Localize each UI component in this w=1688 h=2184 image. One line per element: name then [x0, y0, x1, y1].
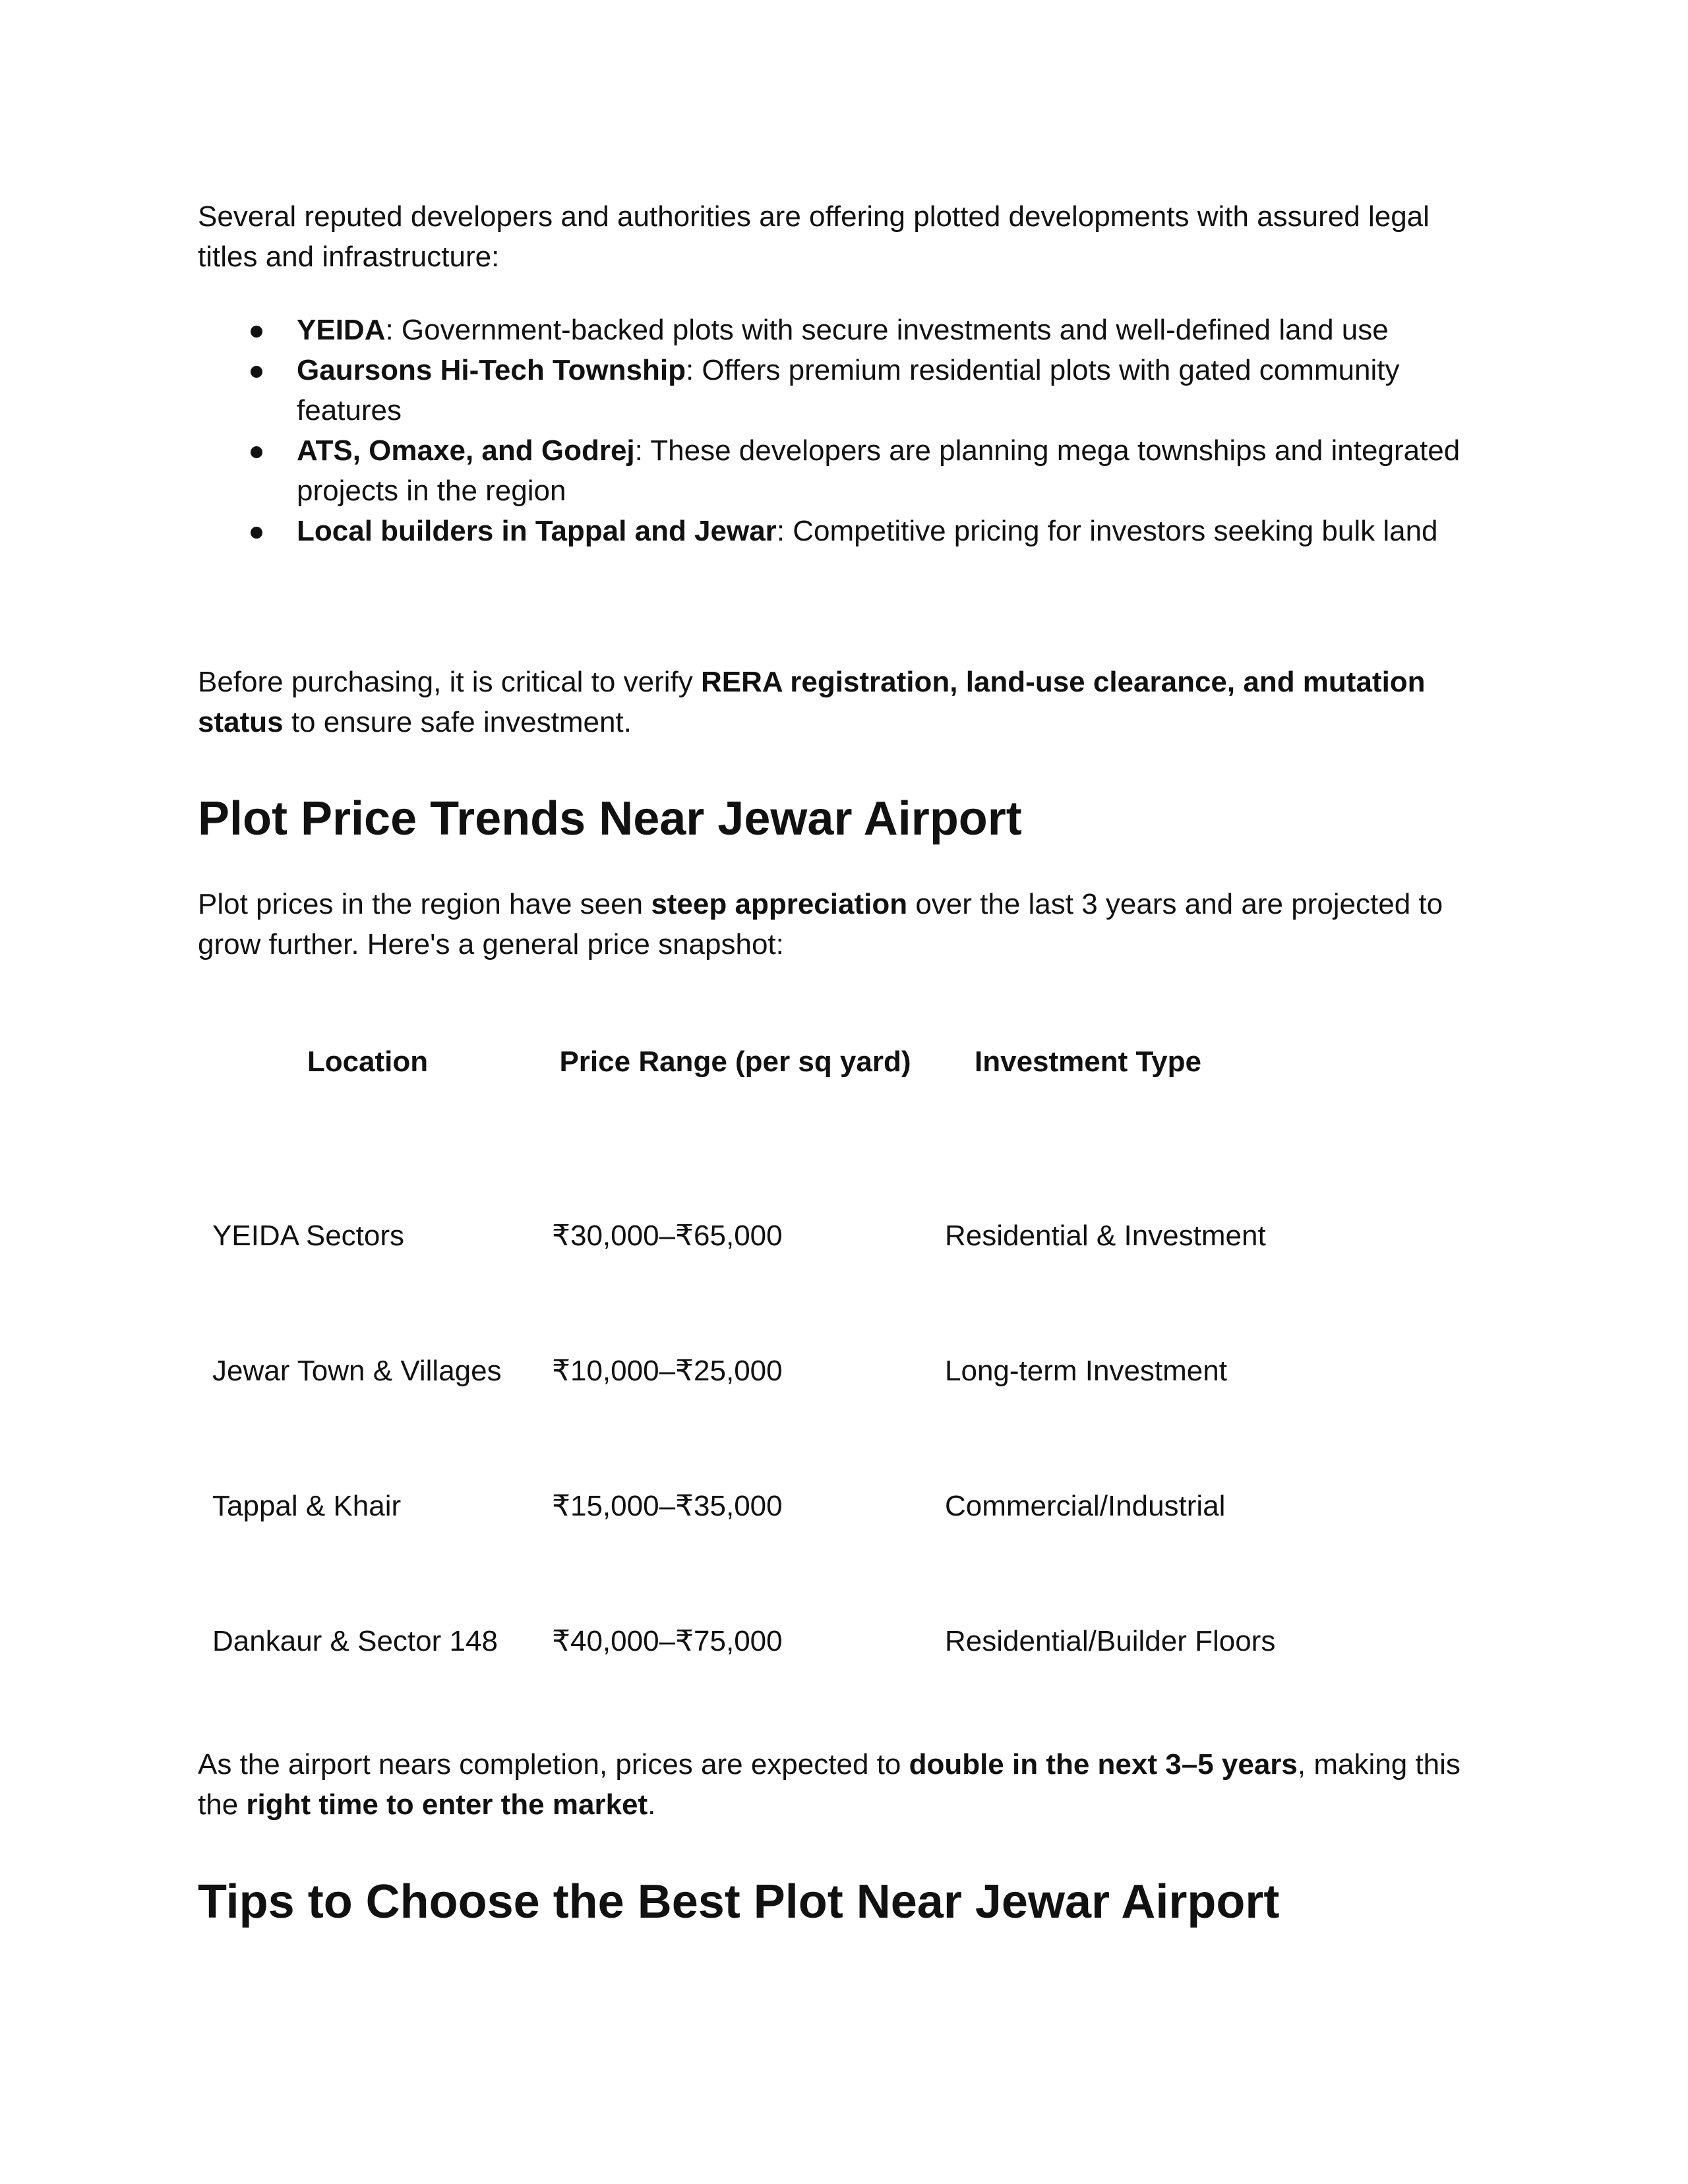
table-cell-location: YEIDA Sectors [212, 1220, 405, 1252]
table-cell-type: Commercial/Industrial [945, 1490, 1226, 1522]
table-cell-location: Tappal & Khair [212, 1490, 402, 1522]
table-header-location: Location [307, 1046, 429, 1078]
list-item-bold: Local builders in Tappal and Jewar [297, 515, 777, 547]
table-header-price-range: Price Range (per sq yard) [559, 1046, 911, 1078]
table-cell-type: Long-term Investment [945, 1355, 1227, 1387]
verification-text-pre: Before purchasing, it is critical to verify [198, 666, 701, 698]
closing-text-post: . [648, 1788, 656, 1821]
table-cell-price: ₹15,000–₹35,000 [552, 1490, 783, 1522]
table-row [198, 1486, 1385, 1526]
bullet-icon [251, 527, 262, 539]
verification-text-post: to ensure safe investment. [283, 706, 632, 738]
trends-text-pre: Plot prices in the region have seen [198, 888, 651, 920]
bullet-icon [251, 446, 262, 458]
intro-paragraph: Several reputed developers and authorities are offering plotted developments with assured legal titles and infrastructure: [198, 200, 1430, 273]
list-item-bold: Gaursons Hi-Tech Township [297, 354, 686, 386]
table-cell-type: Residential & Investment [945, 1220, 1266, 1252]
bullet-icon [251, 326, 262, 338]
closing-text-bold-1: double in the next 3–5 years [909, 1748, 1298, 1781]
closing-text-mid: , making this the [198, 1748, 1461, 1821]
list-item-bold: YEIDA [297, 314, 386, 346]
list-item [198, 350, 1490, 430]
list-item-text: : These developers are planning mega townships and integrated projects in the region [297, 434, 1461, 507]
list-item [198, 310, 1490, 350]
table-row [198, 1621, 1385, 1661]
table-cell-price: ₹40,000–₹75,000 [552, 1625, 783, 1657]
closing-text-pre: As the airport nears completion, prices are expected to [198, 1748, 909, 1781]
list-item-text: : Government-backed plots with secure investments and well-defined land use [385, 314, 1389, 346]
table-cell-type: Residential/Builder Floors [945, 1625, 1276, 1657]
table-cell-price: ₹30,000–₹65,000 [552, 1220, 783, 1252]
section-heading-tips: Tips to Choose the Best Plot Near Jewar Airport [198, 1875, 1280, 1928]
bullet-icon [251, 366, 262, 378]
list-item-text: : Competitive pricing for investors seeking bulk land [776, 515, 1438, 547]
list-item-bold: ATS, Omaxe, and Godrej [297, 434, 635, 467]
price-trends-paragraph [198, 884, 1490, 964]
trends-text-post: over the last 3 years and are projected to grow further. Here's a general price snapshot: [198, 888, 1443, 960]
verification-paragraph [198, 662, 1490, 742]
list-item [198, 511, 1490, 551]
verification-text-bold: RERA registration, land-use clearance, and mutation status [198, 666, 1426, 738]
table-cell-location: Jewar Town & Villages [212, 1355, 502, 1387]
closing-paragraph [198, 1744, 1490, 1825]
table-row [198, 1351, 1385, 1391]
closing-text-bold-2: right time to enter the market [246, 1788, 648, 1821]
section-heading-price-trends: Plot Price Trends Near Jewar Airport [198, 792, 1022, 845]
table-cell-price: ₹10,000–₹25,000 [552, 1355, 783, 1387]
developer-list [198, 310, 1490, 551]
list-item-text: : Offers premium residential plots with gated community features [297, 354, 1400, 427]
table-row [198, 1216, 1385, 1256]
table-header-investment-type: Investment Type [975, 1046, 1201, 1078]
table-cell-location: Dankaur & Sector 148 [212, 1625, 498, 1657]
trends-text-bold: steep appreciation [651, 888, 908, 920]
list-item [198, 430, 1490, 511]
